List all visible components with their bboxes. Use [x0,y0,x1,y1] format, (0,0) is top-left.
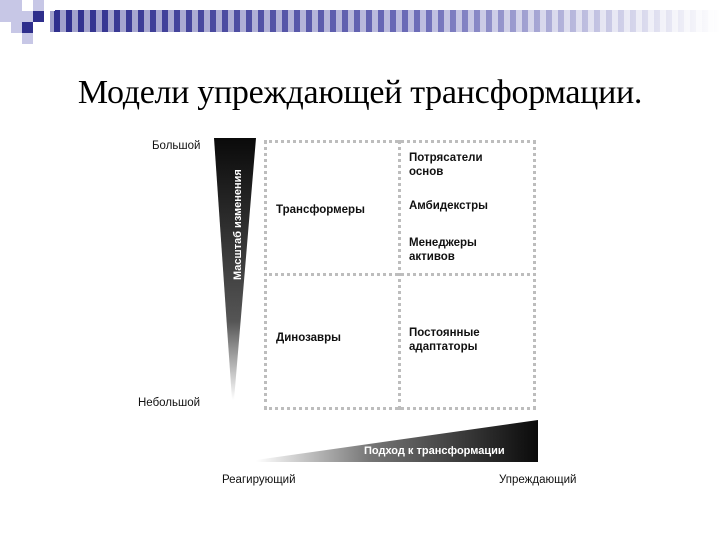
x-axis-label: Подход к трансформации [364,445,505,457]
cell-asset-managers-line1: Менеджеры [409,237,477,249]
cell-shakers-line1: Потрясатели [409,152,483,164]
cell-ambidexters: Амбидекстры [409,200,489,212]
cell-shakers [409,151,483,179]
y-axis-top-label: Большой [152,140,201,152]
cell-asset-managers-line2: активов [409,251,455,263]
cell-shakers-line2: основ [409,166,444,178]
x-axis-left-label: Реагирующий [222,474,296,486]
y-axis-label: Масштаб изменения [232,169,244,280]
x-axis-right-label: Упреждающий [499,474,577,486]
cell-transformers: Трансформеры [276,204,365,216]
decorative-header [0,0,720,60]
cell-dinosaurs: Динозавры [276,332,341,344]
slide-title: Модели упреждающей трансформации. [77,74,643,111]
y-axis-bottom-label: Небольшой [138,397,201,409]
cell-adapters-line2: адаптаторы [409,341,478,353]
quadrant-divider-horizontal [264,273,536,276]
cell-adapters [409,326,480,354]
cell-adapters-line1: Постоянные [409,327,480,339]
cell-asset-managers [409,236,477,264]
